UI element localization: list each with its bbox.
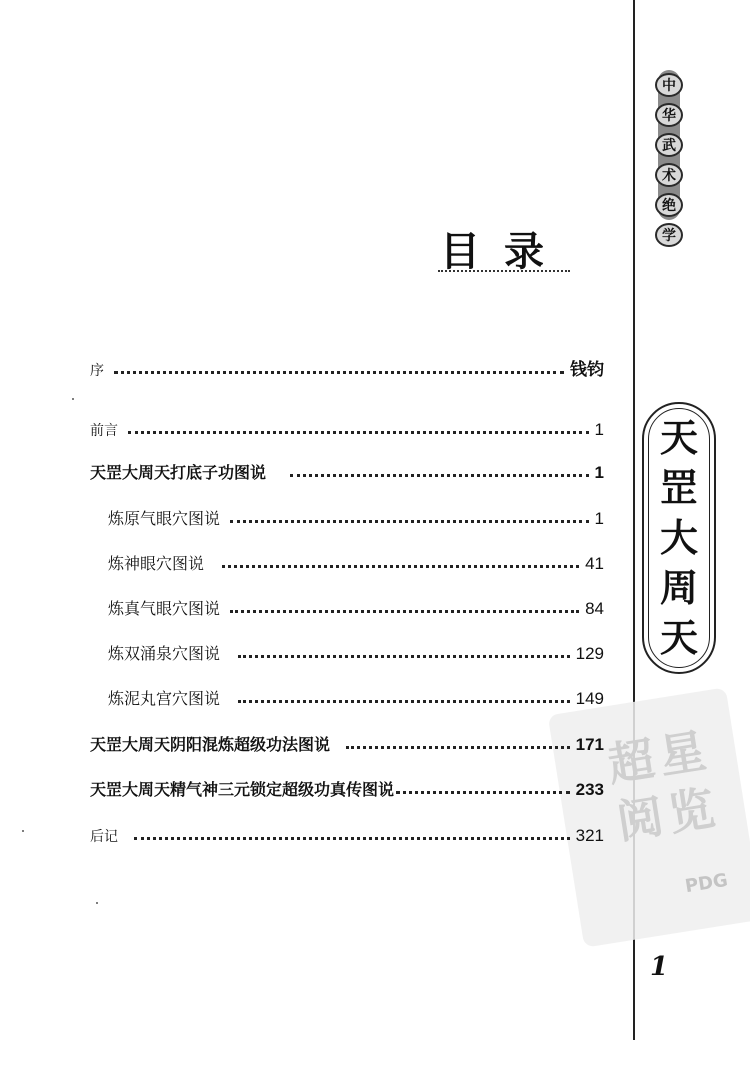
- book-title-box: [642, 402, 716, 674]
- leader-dots: [346, 746, 570, 749]
- leader-dots: [114, 371, 564, 374]
- series-char: 华: [655, 103, 683, 127]
- toc-entry-page: 149: [575, 689, 604, 708]
- toc-entry-page: 321: [575, 826, 604, 845]
- scan-speck: [22, 830, 24, 832]
- toc-entry-page: 钱钧: [570, 360, 604, 379]
- toc-entry-section-3[interactable]: [108, 593, 604, 619]
- book-title-char: 天: [659, 416, 698, 460]
- toc-entry-label: 序: [90, 363, 104, 379]
- series-char: 中: [655, 73, 683, 97]
- leader-dots: [290, 474, 589, 477]
- leader-dots: [238, 700, 570, 703]
- toc-entry-label: 后记: [90, 829, 118, 845]
- leader-dots: [134, 837, 570, 840]
- toc-entry-label: 天罡大周天打底子功图说: [90, 463, 267, 482]
- toc-entry-label: 炼原气眼穴图说: [108, 509, 221, 528]
- toc-entry-section-5[interactable]: [108, 683, 604, 709]
- watermark-code: PDG: [683, 869, 730, 898]
- leader-dots: [238, 655, 570, 658]
- book-title-char: 罡: [659, 466, 698, 510]
- page-number: 1: [650, 952, 669, 982]
- series-char: 术: [655, 163, 683, 187]
- toc-entry-label: 天罡大周天阴阳混炼超级功法图说: [90, 735, 331, 754]
- toc-entry-section-4[interactable]: [108, 638, 604, 664]
- toc-entry-page: 129: [575, 644, 604, 663]
- toc-entry-label: 炼双涌泉穴图说: [108, 644, 221, 663]
- series-char: 武: [655, 133, 683, 157]
- series-char: 绝: [655, 193, 683, 217]
- toc-entry-chapter-3[interactable]: [90, 774, 604, 800]
- leader-dots: [128, 431, 589, 434]
- toc-entry-section-1[interactable]: [108, 503, 604, 529]
- toc-entry-page: 233: [575, 780, 604, 799]
- series-char: 学: [655, 223, 683, 247]
- toc-entry-label: 炼泥丸宫穴图说: [108, 689, 221, 708]
- leader-dots: [230, 520, 589, 523]
- book-title-char: 大: [659, 516, 698, 560]
- book-title-char: 周: [659, 566, 698, 610]
- toc-heading: 目录: [440, 229, 568, 275]
- toc-entry-chapter-1[interactable]: [90, 457, 604, 483]
- toc-entry-page: 171: [575, 735, 604, 754]
- toc-entry-chapter-2[interactable]: [90, 729, 604, 755]
- leader-dots: [230, 610, 579, 613]
- toc-entry-page: 1: [594, 420, 604, 439]
- scan-speck: [72, 398, 74, 400]
- toc-entry-preface[interactable]: [90, 354, 604, 380]
- toc-entry-page: 1: [594, 509, 604, 528]
- toc-entry-label: 前言: [90, 423, 118, 439]
- series-tab: [646, 70, 692, 244]
- watermark-text: 超星阅览: [604, 722, 725, 850]
- toc-entry-page: 84: [585, 599, 604, 618]
- toc-entry-section-2[interactable]: [108, 548, 604, 574]
- leader-dots: [396, 791, 570, 794]
- scan-speck: [96, 902, 98, 904]
- book-title-char: 天: [659, 616, 698, 660]
- toc-entry-label: 天罡大周天精气神三元锁定超级功真传图说: [90, 780, 395, 799]
- toc-entry-foreword[interactable]: [90, 414, 604, 440]
- toc-entry-label: 炼真气眼穴图说: [108, 599, 221, 618]
- toc-entry-afterword[interactable]: [90, 820, 604, 846]
- leader-dots: [222, 565, 579, 568]
- toc-entry-label: 炼神眼穴图说: [108, 554, 205, 573]
- toc-entry-page: 41: [585, 554, 604, 573]
- toc-entry-page: 1: [594, 463, 604, 482]
- heading-underline: [438, 270, 570, 272]
